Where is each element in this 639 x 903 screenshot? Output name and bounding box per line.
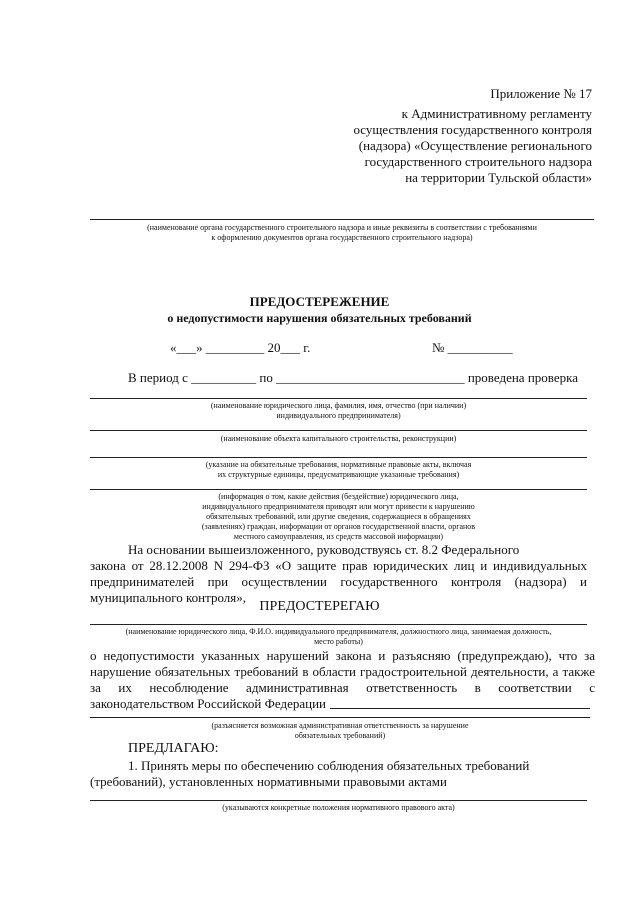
propose-heading: ПРЕДЛАГАЮ:	[128, 741, 219, 756]
act-caption: (указываются конкретные положения нормативного правового акта)	[222, 803, 455, 812]
header-line: к Административному регламенту	[401, 106, 592, 121]
law-field-line	[330, 708, 590, 709]
document-subtitle: о недопустимости нарушения обязательных требований	[167, 311, 472, 325]
person-field-line	[90, 624, 587, 625]
entity-field-line	[90, 398, 587, 399]
header-line: на территории Тульской области»	[405, 170, 592, 185]
document-title: ПРЕДОСТЕРЕЖЕНИЕ	[249, 294, 390, 309]
basis-paragraph: На основании вышеизложенного, руководствуясь ст. 8.2 Федерального закона от 28.12.2008 N 294-ФЗ «О защите прав юридических лиц и индивидуальных предпринимателей при осуществлении государственного контроля (надзора) и муниципального контроля»,	[90, 542, 587, 605]
warning-paragraph: о недопустимости указанных нарушений закона и разъясняю (предупреждаю), что за нарушение обязательных требований в области градостроительной деятельности, а также за их несоблюдение административная ответственность в соответствии с законодательством Российской Федерации	[90, 648, 595, 711]
header-line: государственного строительного надзора	[364, 154, 592, 169]
appendix-number: Приложение № 17	[490, 86, 592, 101]
entity-caption: (наименование юридического лица, фамилия, имя, отчество (при наличии) индивидуального предпринимателя)	[210, 401, 467, 420]
date-field: «___» _________ 20___ г.	[170, 340, 311, 355]
liability-field-line	[90, 717, 590, 718]
warn-heading: ПРЕДОСТЕРЕГАЮ	[259, 599, 380, 614]
object-caption: (наименование объекта капитального строительства, реконструкции)	[220, 434, 457, 443]
header-regulation-lines	[353, 106, 592, 186]
object-field-line	[90, 430, 587, 431]
info-caption: (информация о том, какие действия (бездействие) юридического лица, индивидуального предпринимателя приводят или могут привести к нарушению обязательных требований, или другие сведения, содержащиеся в обращениях (заявлениях) граждан, информации от органов государственной власти, органов местного самоуправления, из средств массовой информации)	[201, 492, 476, 541]
header-line: осуществления государственного контроля	[353, 122, 592, 137]
propose-paragraph: 1. Принять меры по обеспечению соблюдения обязательных требований (требований), установленных нормативными правовыми актами	[90, 758, 530, 789]
org-field-line	[90, 219, 594, 220]
requirements-caption: (указание на обязательные требования, нормативные правовые акты, включая их структурные единицы, предусматривающие указанные требования)	[205, 460, 472, 479]
person-caption: (наименование юридического лица, Ф.И.О. индивидуального предпринимателя, должностного лица, занимаемая должность, место работы)	[125, 627, 552, 646]
requirements-field-line	[90, 457, 587, 458]
header-line: (надзора) «Осуществление регионального	[358, 138, 592, 153]
info-field-line	[90, 489, 587, 490]
number-field: № __________	[432, 340, 513, 355]
liability-caption: (разъясняется возможная административная ответственность за нарушение обязательных требований)	[211, 721, 469, 740]
act-field-line	[90, 800, 587, 801]
org-caption: (наименование органа государственного строительного надзора и иные реквизиты в соответствии с требованиями к оформлению документов органа государственного строительного надзора)	[147, 223, 537, 242]
inspection-period: В период с __________ по _____________________________ проведена проверка	[128, 370, 579, 385]
